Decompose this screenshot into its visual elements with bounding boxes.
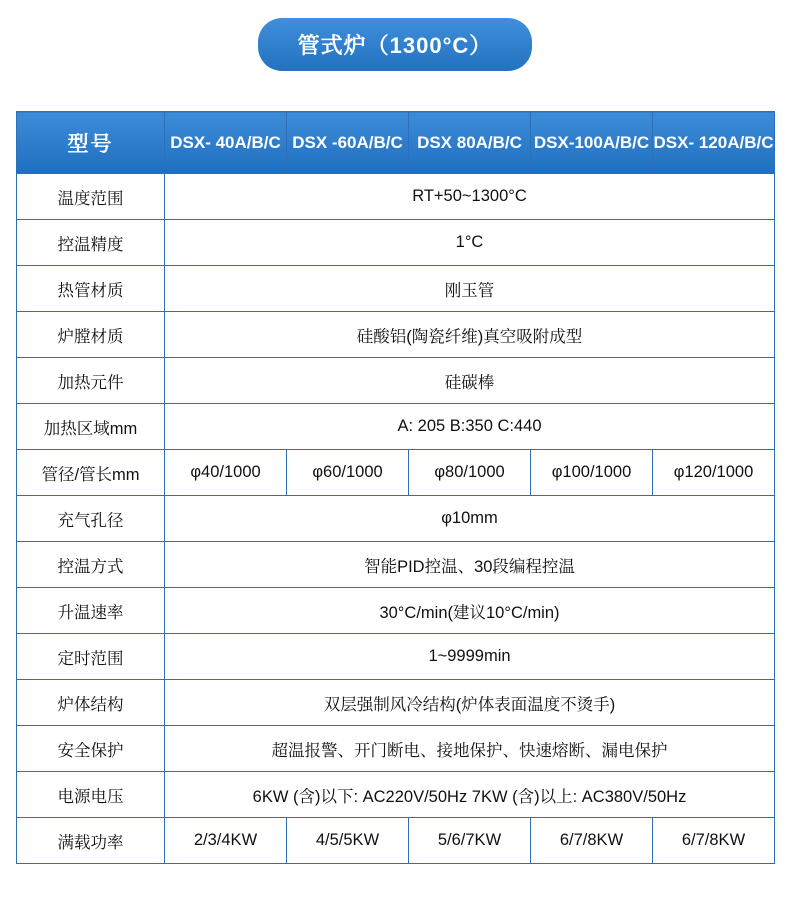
- row-value-cell: φ80/1000: [409, 450, 531, 496]
- row-value: 硅碳棒: [165, 358, 775, 404]
- table-row: [17, 680, 775, 726]
- table-header: [17, 112, 775, 174]
- table-row: [17, 358, 775, 404]
- row-value-cell: φ60/1000: [287, 450, 409, 496]
- row-value: 30°C/min(建议10°C/min): [165, 588, 775, 634]
- row-label: 温度范围: [17, 174, 165, 220]
- header-model-label: 型号: [17, 112, 165, 174]
- row-value-cell: φ40/1000: [165, 450, 287, 496]
- table-row: [17, 542, 775, 588]
- row-label: 定时范围: [17, 634, 165, 680]
- row-value: 智能PID控温、30段编程控温: [165, 542, 775, 588]
- row-label: 管径/管长mm: [17, 450, 165, 496]
- row-label: 加热区域mm: [17, 404, 165, 450]
- row-value-cell: 5/6/7KW: [409, 818, 531, 864]
- row-label: 控温方式: [17, 542, 165, 588]
- header-model-4: DSX-100A/B/C: [531, 112, 653, 174]
- row-label: 控温精度: [17, 220, 165, 266]
- title-banner: [0, 0, 790, 71]
- row-value-cell: 6/7/8KW: [531, 818, 653, 864]
- row-label: 加热元件: [17, 358, 165, 404]
- row-label: 升温速率: [17, 588, 165, 634]
- row-value: A: 205 B:350 C:440: [165, 404, 775, 450]
- table-row: [17, 634, 775, 680]
- row-value: 双层强制风冷结构(炉体表面温度不烫手): [165, 680, 775, 726]
- row-value: φ10mm: [165, 496, 775, 542]
- table-row: [17, 772, 775, 818]
- table-row: [17, 220, 775, 266]
- table-row: [17, 450, 775, 496]
- row-label: 热管材质: [17, 266, 165, 312]
- row-label: 充气孔径: [17, 496, 165, 542]
- table-body: [17, 174, 775, 864]
- row-label: 满载功率: [17, 818, 165, 864]
- row-label: 电源电压: [17, 772, 165, 818]
- table-row: [17, 588, 775, 634]
- row-value: 硅酸铝(陶瓷纤维)真空吸附成型: [165, 312, 775, 358]
- row-value: 6KW (含)以下: AC220V/50Hz 7KW (含)以上: AC380V/50Hz: [165, 772, 775, 818]
- row-value: 1~9999min: [165, 634, 775, 680]
- row-label: 安全保护: [17, 726, 165, 772]
- row-value-cell: 4/5/5KW: [287, 818, 409, 864]
- spec-table-container: [16, 111, 774, 864]
- specification-table: [16, 111, 775, 864]
- table-row: [17, 726, 775, 772]
- row-value-cell: 6/7/8KW: [653, 818, 775, 864]
- row-label: 炉体结构: [17, 680, 165, 726]
- row-value: 超温报警、开门断电、接地保护、快速熔断、漏电保护: [165, 726, 775, 772]
- table-row: [17, 312, 775, 358]
- header-model-1: DSX- 40A/B/C: [165, 112, 287, 174]
- page-title: 管式炉（1300°C）: [258, 18, 533, 71]
- row-label: 炉膛材质: [17, 312, 165, 358]
- header-model-2: DSX -60A/B/C: [287, 112, 409, 174]
- header-model-5: DSX- 120A/B/C: [653, 112, 775, 174]
- header-model-3: DSX 80A/B/C: [409, 112, 531, 174]
- table-row: [17, 818, 775, 864]
- row-value: 1°C: [165, 220, 775, 266]
- row-value-cell: φ120/1000: [653, 450, 775, 496]
- row-value-cell: 2/3/4KW: [165, 818, 287, 864]
- row-value-cell: φ100/1000: [531, 450, 653, 496]
- table-row: [17, 266, 775, 312]
- table-row: [17, 496, 775, 542]
- table-header-row: [17, 112, 775, 174]
- table-row: [17, 404, 775, 450]
- row-value: 刚玉管: [165, 266, 775, 312]
- row-value: RT+50~1300°C: [165, 174, 775, 220]
- table-row: [17, 174, 775, 220]
